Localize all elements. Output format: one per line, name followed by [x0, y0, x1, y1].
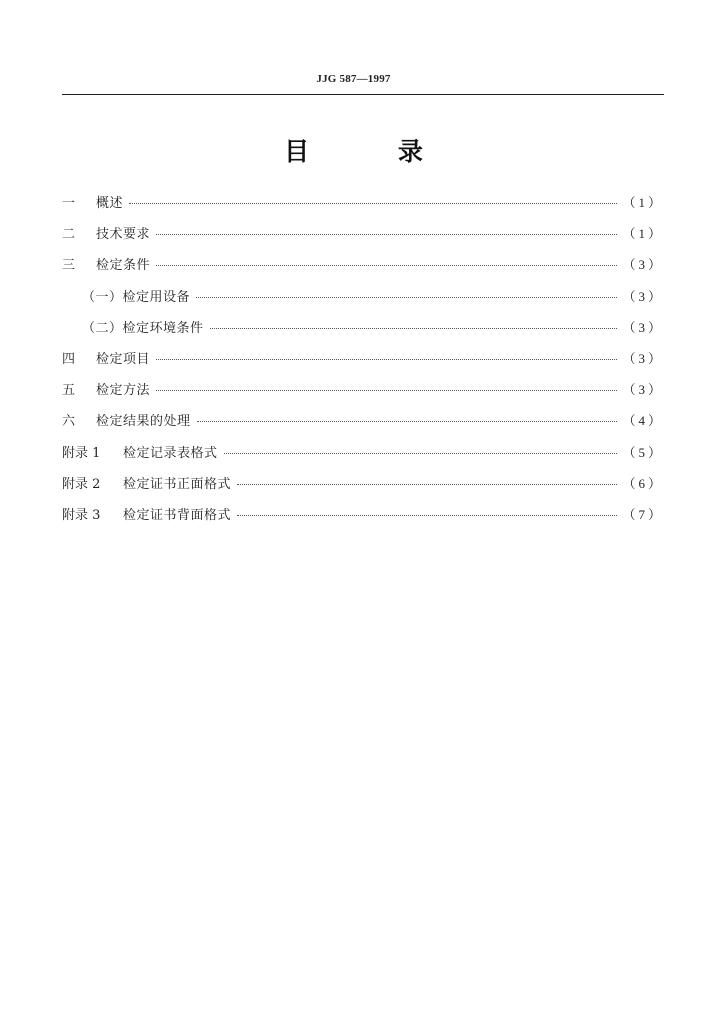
toc-entry[interactable]	[62, 320, 664, 351]
toc-entry-label: 检定证书正面格式	[123, 476, 232, 492]
toc-entry-page: （3）	[622, 288, 664, 304]
toc-entry-label: 检定方法	[96, 383, 151, 399]
toc-entry[interactable]	[62, 476, 664, 507]
toc-dot-leader	[156, 265, 617, 266]
toc-entry-number: 附录 2	[62, 476, 101, 492]
toc-entry-label: 检定项目	[96, 351, 151, 367]
toc-entry-label: 检定结果的处理	[96, 414, 191, 430]
toc-entry-label: （一）检定用设备	[82, 289, 191, 305]
toc-entry-label: （二）检定环境条件	[82, 320, 204, 336]
toc-entry-label: 概述	[96, 196, 124, 211]
toc-entry[interactable]	[62, 382, 664, 413]
toc-entry[interactable]	[62, 257, 664, 288]
toc-entry-page: （1）	[622, 226, 664, 242]
toc-entry-number: 六	[62, 414, 76, 430]
toc-dot-leader	[224, 453, 618, 454]
toc-entry[interactable]	[62, 289, 664, 320]
toc-entry-page: （1）	[622, 195, 664, 210]
toc-entry[interactable]	[62, 226, 664, 257]
table-of-contents	[62, 195, 664, 538]
toc-entry-page: （7）	[622, 506, 664, 522]
toc-entry-page: （6）	[622, 475, 664, 491]
toc-entry-page: （3）	[622, 350, 664, 366]
toc-entry-number: 五	[62, 383, 76, 399]
toc-dot-leader	[156, 234, 617, 235]
toc-entry-number: 四	[62, 351, 76, 367]
toc-entry-page: （3）	[622, 257, 664, 273]
page-title: 目 录	[284, 137, 463, 166]
standard-code-header: JJG 587—1997	[316, 73, 391, 85]
toc-entry[interactable]	[62, 445, 664, 476]
toc-entry[interactable]	[62, 507, 664, 538]
toc-entry-label: 技术要求	[96, 227, 151, 243]
toc-dot-leader	[156, 359, 617, 360]
toc-entry-page: （4）	[622, 413, 664, 429]
toc-dot-leader	[210, 328, 618, 329]
toc-entry-label: 检定证书背面格式	[123, 507, 232, 523]
toc-dot-leader	[156, 390, 617, 391]
toc-dot-leader	[237, 515, 617, 516]
toc-entry-number: 二	[62, 227, 76, 243]
header-rule	[62, 94, 664, 95]
toc-entry-page: （3）	[622, 319, 664, 335]
toc-entry-label: 检定记录表格式	[123, 445, 218, 461]
toc-dot-leader	[197, 421, 618, 422]
toc-dot-leader	[237, 484, 617, 485]
toc-entry-page: （3）	[622, 382, 664, 398]
toc-dot-leader	[196, 297, 617, 298]
toc-entry[interactable]	[62, 413, 664, 444]
toc-entry-number: 三	[62, 258, 76, 274]
toc-entry-page: （5）	[622, 444, 664, 460]
toc-entry-number: 附录 3	[62, 507, 101, 523]
toc-entry-label: 检定条件	[96, 258, 151, 274]
toc-entry[interactable]	[62, 195, 664, 226]
toc-entry[interactable]	[62, 351, 664, 382]
toc-entry-number: 附录 1	[62, 445, 101, 461]
toc-dot-leader	[129, 203, 617, 204]
toc-entry-number: 一	[62, 196, 76, 211]
